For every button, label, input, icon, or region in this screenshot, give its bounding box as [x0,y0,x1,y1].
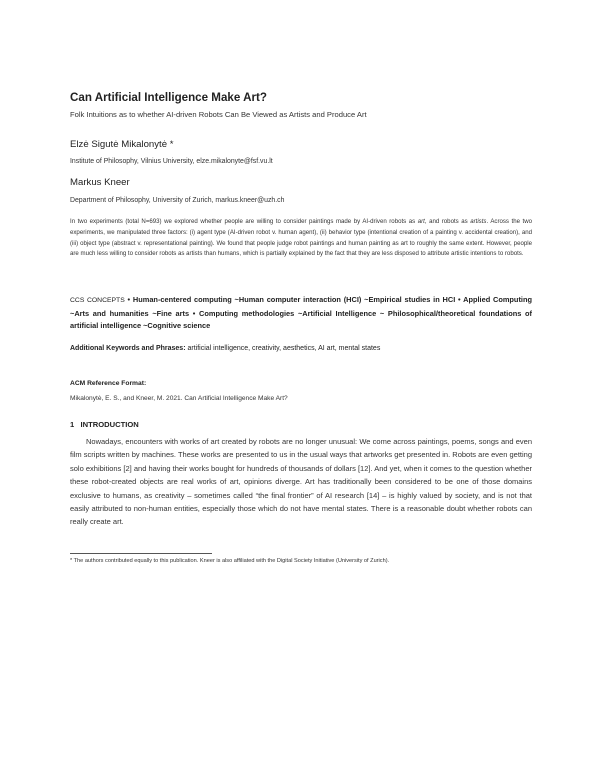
footnote: * The authors contributed equally to this publication. Kneer is also affiliated with the Digital Society Initiative (University of Zurich). [70,558,390,564]
reference-heading: ACM Reference Format: [70,380,147,387]
author-affiliation: Institute of Philosophy, Vilnius University, elze.mikalonyte@fsf.vu.lt [70,158,273,165]
abstract-emphasis: art [417,218,425,225]
section-heading: 1 INTRODUCTION [70,420,139,429]
footnote-divider [70,553,212,554]
paper-subtitle: Folk Intuitions as to whether AI-driven Robots Can Be Viewed as Artists and Produce Art [70,110,367,119]
ccs-label: CCS CONCEPTS [70,297,125,304]
abstract-text: , and robots as [424,218,471,225]
abstract-text: . Across the two experiments, we manipulated three factors: (i) agent type (AI-driven robot v. human agent), (ii) behavior type (intentional creation of a painting v. accidental creation), and (iii) object type (abstract v. representational painting). We found that people judge robot paintings and human painting as art to roughly the same extent. However, people are much less willing to consider robots as artists than humans, which is partially explained by the fact that they are less disposed to attribute artistic intentions to robots. [70,218,532,258]
keywords-label: Additional Keywords and Phrases: [70,345,186,352]
ccs-list: • Human-centered computing ~Human computer interaction (HCI) ~Empirical studies in HCI • Applied Computing ~Arts and humanities ~Fine arts • Computing methodologies ~Artificial Intelligence ~ Philosophical/theoretical foundations of artificial intelligence ~Cognitive science [70,295,532,331]
author-name: Elzė Sigutė Mikalonytė * [70,139,174,150]
author-name: Markus Kneer [70,177,130,188]
abstract [70,217,532,260]
keywords [70,345,532,352]
paper-title: Can Artificial Intelligence Make Art? [70,91,267,104]
section-body: Nowadays, encounters with works of art created by robots are no longer unusual: We come across paintings, poems, songs and even film scripts written by machines. These works are presented to us in the usual ways that artworks get presented in. Robots are even getting solo exhibitions [2] and having their works bought for hundreds of thousands of dollars [12]. And yet, when it comes to the question whether these robot-created objects are real works of art, opinions diverge. Art has traditionally been considered to be one of those domains exclusive to humans, as creativity – sometimes called “the final frontier” of AI research [14] – is highly valued by society, and is not that easily attributed to non-human entities, especially those which do not have mental states. There is a reasonable doubt whether robots can really create art. [70,437,532,527]
abstract-emphasis: artists [470,218,487,225]
author-affiliation: Department of Philosophy, University of Zurich, markus.kneer@uzh.ch [70,197,285,204]
ccs-concepts [70,294,532,333]
keywords-text: artificial intelligence, creativity, aesthetics, AI art, mental states [185,345,381,352]
abstract-text: In two experiments (total N=693) we explored whether people are willing to consider paintings made by AI-driven robots as [70,218,418,225]
reference-text: Mikalonytė, E. S., and Kneer, M. 2021. Can Artificial Intelligence Make Art? [70,395,288,402]
